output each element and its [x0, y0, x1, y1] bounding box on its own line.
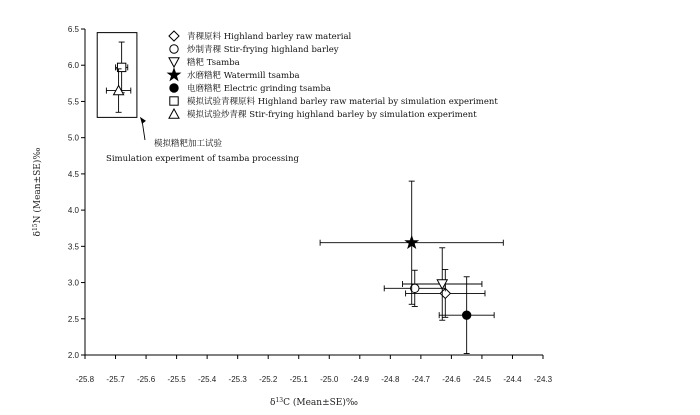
x-tick-label: -25.0	[320, 375, 339, 384]
legend-item	[170, 96, 499, 107]
legend-circle-marker	[170, 84, 178, 92]
circle-marker	[462, 311, 470, 319]
legend-label: 电磨糌粑 Electric grinding tsamba	[187, 84, 331, 94]
series-point-7	[106, 69, 130, 112]
y-tick-label: 6.0	[67, 61, 79, 71]
y-tick-label: 2.5	[67, 314, 79, 324]
x-tick-label: -25.2	[259, 375, 278, 384]
legend-item	[168, 69, 300, 81]
x-tick-label: -24.5	[472, 375, 492, 384]
legend-label: 模拟试验炒青稞 Stir-frying highland barley by simulation experiment	[187, 110, 477, 120]
series-point-6	[116, 42, 128, 93]
legend-label: 水磨糌粑 Watermill tsamba	[187, 71, 300, 81]
legend-label: 糌粑 Tsamba	[187, 58, 240, 68]
series-point-2	[384, 270, 445, 306]
y-tick-label: 6.5	[67, 25, 79, 34]
x-tick-label: -25.7	[106, 375, 125, 384]
legend-item	[169, 109, 477, 120]
series-point-4	[320, 181, 503, 304]
x-tick-label: -25.6	[136, 375, 156, 384]
x-tick-label: -25.4	[198, 375, 217, 384]
annotation-box	[97, 33, 137, 118]
annotation-label-en: Simulation experiment of tsamba processing	[106, 154, 299, 164]
legend-square-marker	[170, 97, 178, 105]
x-tick-label: -24.3	[533, 375, 553, 384]
legend-star-marker	[168, 69, 180, 80]
y-tick-label: 5.0	[67, 133, 79, 143]
y-tick-label: 3.0	[67, 278, 79, 288]
x-tick-label: -25.3	[228, 375, 247, 384]
legend-triangle-down-marker	[169, 58, 179, 67]
series-point-5	[439, 277, 494, 354]
x-axis-title: $\delta^{13}C$ (Mean±SE)‰	[270, 396, 358, 408]
series-point-3	[403, 248, 482, 320]
legend-triangle-up-marker	[169, 109, 179, 118]
legend-item	[170, 83, 331, 94]
legend-item	[170, 44, 339, 55]
legend-item	[169, 57, 240, 68]
x-tick-label: -24.4	[503, 375, 522, 384]
legend	[168, 31, 498, 120]
series-point-1	[406, 270, 485, 318]
x-tick-label: -25.5	[167, 375, 186, 384]
y-tick-label: 5.5	[67, 97, 79, 107]
legend-label: 炒制青稞 Stir-frying highland barley	[187, 45, 339, 55]
y-tick-label: 4.0	[67, 206, 79, 216]
legend-diamond-marker	[169, 31, 179, 41]
x-tick-label: -25.8	[75, 375, 95, 384]
y-axis-title: $\delta^{15}N$ (Mean±SE)‰	[31, 147, 43, 237]
axes	[32, 25, 553, 408]
x-tick-label: -24.7	[411, 375, 430, 384]
x-tick-label: -24.9	[350, 375, 369, 384]
arrow-head-icon	[140, 117, 146, 124]
x-tick-label: -25.1	[289, 375, 308, 384]
legend-label: 青稞原料 Highland barley raw material	[187, 32, 352, 42]
x-tick-label: -24.6	[442, 375, 461, 384]
legend-label: 模拟试验青稞原料 Highland barley raw material by simulation experiment	[187, 97, 498, 107]
legend-item	[169, 31, 352, 42]
x-tick-label: -24.8	[381, 375, 400, 384]
y-tick-label: 4.5	[67, 169, 79, 179]
legend-circle-marker	[170, 45, 178, 53]
y-tick-label: 2.0	[67, 351, 79, 360]
y-tick-label: 3.5	[67, 242, 79, 252]
annotation-label-cn: 模拟糌粑加工试验	[154, 139, 223, 149]
